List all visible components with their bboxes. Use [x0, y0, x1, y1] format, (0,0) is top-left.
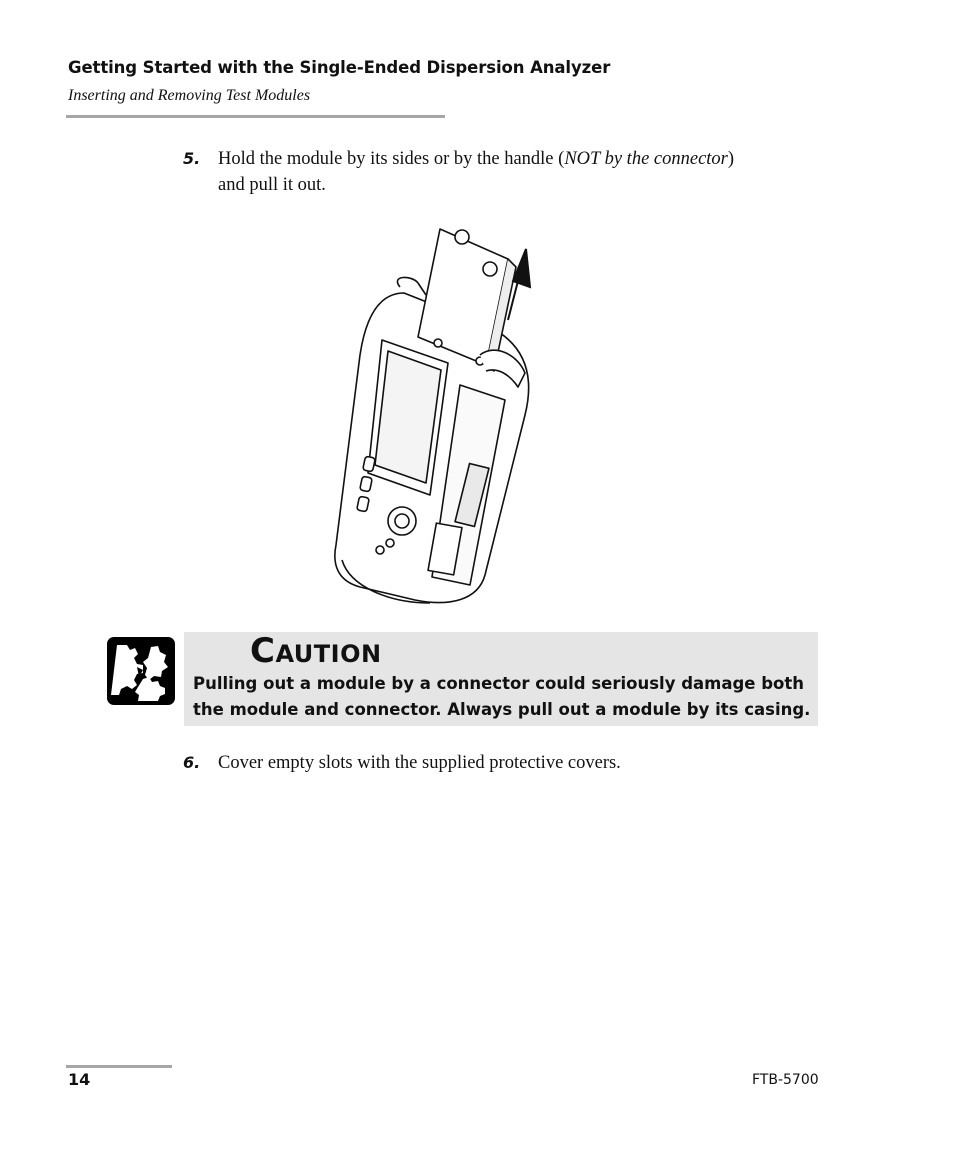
running-header-subtitle: Inserting and Removing Test Modules	[68, 87, 311, 104]
step-number: 6.	[183, 753, 201, 772]
header-rule	[66, 115, 445, 118]
caution-title: Caution	[250, 631, 382, 671]
page-number: 14	[68, 1070, 91, 1089]
round-button	[376, 546, 384, 554]
running-header-title: Getting Started with the Single-Ended Dispersion Analyzer	[68, 58, 611, 77]
step-5	[183, 146, 823, 202]
side-button	[360, 476, 373, 492]
step-text-part: Hold the module by its sides or by the handle (	[218, 149, 565, 169]
round-button	[386, 539, 394, 547]
step-text	[218, 146, 734, 198]
step-text: Cover empty slots with the supplied protective covers.	[218, 753, 621, 773]
step-6	[183, 750, 823, 778]
module-removal-illustration	[320, 215, 560, 610]
module-screw	[434, 339, 442, 347]
gears-caution-icon	[107, 637, 175, 705]
caution-text: Pulling out a module by a connector could seriously damage both the module and connector. Always pull out a module by its casing.	[193, 674, 811, 719]
document-id: FTB-5700	[752, 1072, 819, 1088]
side-button	[363, 456, 376, 472]
module-connector	[455, 230, 469, 244]
nav-dial-center	[395, 514, 409, 528]
step-text-part: )	[727, 149, 735, 169]
step-number: 5.	[183, 149, 201, 168]
module-connector	[483, 262, 497, 276]
step-text-line2: and pull it out.	[218, 175, 326, 195]
footer-rule	[66, 1065, 172, 1068]
side-button	[357, 496, 370, 512]
step-text-emphasis: NOT by the connector	[564, 149, 728, 169]
